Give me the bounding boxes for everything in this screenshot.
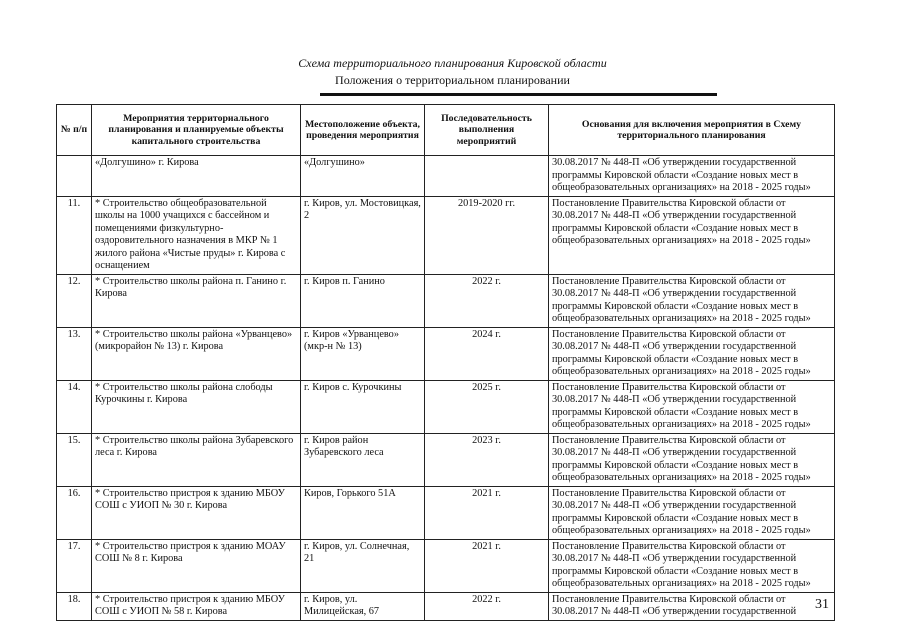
table-row — [57, 539, 835, 592]
row-timing — [425, 156, 549, 197]
header-divider — [320, 93, 717, 96]
row-activity: * Строительство школы района п. Ганино г. Кирова — [92, 274, 301, 327]
row-number: 17. — [57, 539, 92, 592]
row-basis: Постановление Правительства Кировской области от 30.08.2017 № 448-П «Об утверждении государственной программы Кировской области «Создание новых мест в общеобразовательных организациях» на 2018 - 2025 годы» — [549, 196, 835, 274]
row-basis: Постановление Правительства Кировской области от 30.08.2017 № 448-П «Об утверждении государственной программы Кировской области «Создание новых мест в общеобразовательных организациях» на 2018 - 2025 годы» — [549, 380, 835, 433]
planning-table — [56, 104, 835, 621]
column-header-location: Местоположение объекта, проведения мероприятия — [301, 105, 425, 156]
row-location: г. Киров п. Ганино — [301, 274, 425, 327]
page-number: 31 — [815, 597, 829, 612]
row-number: 16. — [57, 486, 92, 539]
row-timing: 2021 г. — [425, 539, 549, 592]
column-header-timing: Последовательность выполнения мероприятий — [425, 105, 549, 156]
table-row — [57, 274, 835, 327]
column-header-basis: Основания для включения мероприятия в Схему территориального планирования — [549, 105, 835, 156]
table-row — [57, 196, 835, 274]
row-timing: 2021 г. — [425, 486, 549, 539]
row-basis: Постановление Правительства Кировской области от 30.08.2017 № 448-П «Об утверждении государственной программы Кировской области «Создание новых мест в общеобразовательных организациях» на 2018 - 2025 годы» — [549, 433, 835, 486]
table-row — [57, 380, 835, 433]
table-header-row — [57, 105, 835, 156]
table-row — [57, 486, 835, 539]
row-timing: 2025 г. — [425, 380, 549, 433]
row-number — [57, 156, 92, 197]
row-location: Киров, Горького 51А — [301, 486, 425, 539]
row-timing: 2022 г. — [425, 592, 549, 620]
table-row — [57, 592, 835, 620]
row-location: г. Киров, ул. Солнечная, 21 — [301, 539, 425, 592]
table-row — [57, 433, 835, 486]
row-basis: Постановление Правительства Кировской области от 30.08.2017 № 448-П «Об утверждении государственной программы Кировской области «Создание новых мест в общеобразовательных организациях» на 2018 - 2025 годы» — [549, 274, 835, 327]
row-basis: Постановление Правительства Кировской области от 30.08.2017 № 448-П «Об утверждении государственной — [549, 592, 835, 620]
row-location: г. Киров район Зубаревского леса — [301, 433, 425, 486]
row-timing: 2022 г. — [425, 274, 549, 327]
row-location: «Долгушино» — [301, 156, 425, 197]
row-basis: 30.08.2017 № 448-П «Об утверждении государственной программы Кировской области «Создание новых мест в общеобразовательных организациях» на 2018 - 2025 годы» — [549, 156, 835, 197]
column-header-activity: Мероприятия территориального планирования и планируемые объекты капитального строительства — [92, 105, 301, 156]
document-subtitle: Положения о территориальном планировании — [335, 73, 570, 87]
row-activity: «Долгушино» г. Кирова — [92, 156, 301, 197]
row-activity: * Строительство школы района «Урванцево» (микрорайон № 13) г. Кирова — [92, 327, 301, 380]
row-basis: Постановление Правительства Кировской области от 30.08.2017 № 448-П «Об утверждении государственной программы Кировской области «Создание новых мест в общеобразовательных организациях» на 2018 - 2025 годы» — [549, 327, 835, 380]
row-number: 14. — [57, 380, 92, 433]
row-activity: * Строительство пристроя к зданию МОАУ СОШ № 8 г. Кирова — [92, 539, 301, 592]
row-location: г. Киров «Урванцево» (мкр-н № 13) — [301, 327, 425, 380]
row-number: 13. — [57, 327, 92, 380]
row-basis: Постановление Правительства Кировской области от 30.08.2017 № 448-П «Об утверждении государственной программы Кировской области «Создание новых мест в общеобразовательных организациях» на 2018 - 2025 годы» — [549, 486, 835, 539]
row-activity: * Строительство пристроя к зданию МБОУ СОШ с УИОП № 58 г. Кирова — [92, 592, 301, 620]
row-timing: 2024 г. — [425, 327, 549, 380]
table-row — [57, 156, 835, 197]
column-header-number: № п/п — [57, 105, 92, 156]
row-timing: 2023 г. — [425, 433, 549, 486]
row-number: 15. — [57, 433, 92, 486]
row-basis: Постановление Правительства Кировской области от 30.08.2017 № 448-П «Об утверждении государственной программы Кировской области «Создание новых мест в общеобразовательных организациях» на 2018 - 2025 годы» — [549, 539, 835, 592]
row-activity: * Строительство пристроя к зданию МБОУ СОШ с УИОП № 30 г. Кирова — [92, 486, 301, 539]
document-title: Схема территориального планирования Кировской области — [298, 56, 607, 70]
row-location: г. Киров с. Курочкины — [301, 380, 425, 433]
row-activity: * Строительство школы района Зубаревского леса г. Кирова — [92, 433, 301, 486]
row-location: г. Киров, ул. Мостовицкая, 2 — [301, 196, 425, 274]
row-activity: * Строительство школы района слободы Курочкины г. Кирова — [92, 380, 301, 433]
table-row — [57, 327, 835, 380]
row-location: г. Киров, ул. Милицейская, 67 — [301, 592, 425, 620]
row-number: 12. — [57, 274, 92, 327]
row-timing: 2019-2020 гг. — [425, 196, 549, 274]
row-number: 18. — [57, 592, 92, 620]
row-activity: * Строительство общеобразовательной школы на 1000 учащихся с бассейном и помещениями физкультурно-оздоровительного назначения в МКР № 1 жилого района «Чистые пруды» г. Кирова с оснащением — [92, 196, 301, 274]
row-number: 11. — [57, 196, 92, 274]
